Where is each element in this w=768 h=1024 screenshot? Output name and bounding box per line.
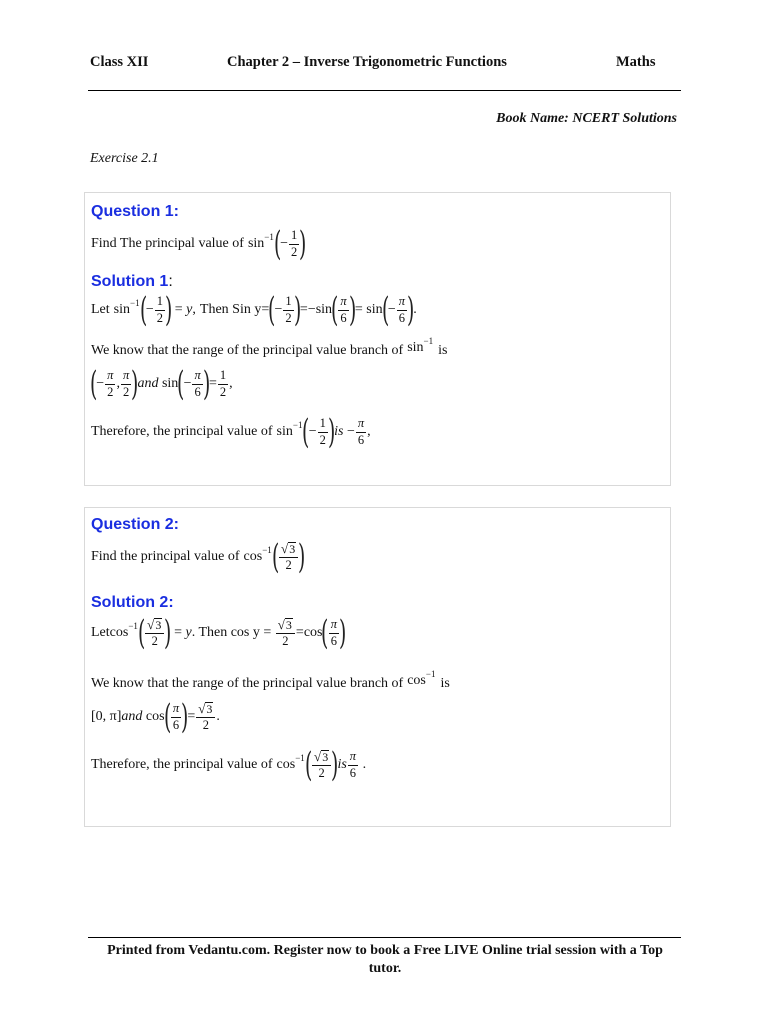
question-1-prompt-line — [91, 224, 307, 264]
math-cos-pi-6: cos ( $\frac{\pi}{6}$ ) = √ 3 2 . — [142, 697, 220, 737]
solution-2-range-math: [0, π] and cos ( $\frac{\pi}{6}$ ) = √ 3 2 . — [91, 697, 220, 737]
solution-1-conclusion — [91, 412, 371, 452]
solution-2-line-1: Let cos −1 ( √ 3 2 ) = y . Then cos y = √ 3 2 =cos ( $\frac{\pi}{6}$ ) — [91, 613, 347, 653]
solution-1-line-1 — [91, 290, 417, 330]
range-text: We know that the range of the principal value branch of — [91, 343, 404, 358]
header-chapter: Chapter 2 – Inverse Trigonometric Functions — [227, 54, 507, 70]
let-word: Let — [91, 302, 110, 317]
question-2-prompt-line — [91, 537, 306, 577]
then-text: Then Sin y= — [199, 302, 270, 317]
solution-1-title: Solution 1: — [91, 273, 173, 290]
footer-text: Printed from Vedantu.com. Register now to book a Free LIVE Online trial session with a Top tutor. — [107, 943, 663, 976]
book-name: Book Name: NCERT Solutions — [496, 111, 677, 126]
math-then-cos: √ 3 2 =cos ( $\frac{\pi}{6}$ ) — [277, 613, 347, 653]
question-2-prompt: Find the principal value of — [91, 549, 240, 564]
solution-2-range-line: We know that the range of the principal value branch of cos −1 is — [91, 669, 450, 691]
math-answer-2: cos −1 ( √ 3 2 ) is $\frac{\pi}{6}$ . — [276, 745, 367, 785]
therefore-text: Therefore, the principal value of — [91, 424, 273, 439]
math-answer-1: sin −1 ( − $\frac{1}{2}$ ) is − $\frac{\pi}{6}$ , — [276, 412, 371, 452]
math-let-sin: sin −1 ( − $\frac{1}{2}$ ) = y , — [113, 290, 196, 330]
question-2-box — [84, 507, 671, 827]
question-1-prompt: Find The principal value of — [91, 236, 244, 251]
solution-1-range-line: We know that the range of the principal value branch of sin −1 is — [91, 336, 448, 358]
math-range-interval: ( − $\frac{\pi}{2}$ , $\frac{\pi}{2}$ ) — [89, 364, 139, 404]
math-sin-neg-pi-6: sin ( − $\frac{\pi}{6}$ ) = $\frac{1}{2}$ , — [158, 364, 233, 404]
solution-2-title: Solution 2: — [91, 594, 174, 611]
header-class: Class XII — [90, 54, 149, 70]
question-2-title: Question 2: — [91, 516, 180, 533]
math-sin-inv-neg-half: sin −1 ( − $\frac{1}{2}$ ) — [247, 224, 307, 264]
math-cos-inv-sqrt3-2: cos −1 ( √ 3 2 ) — [243, 537, 306, 577]
math-then-sin: ( − $\frac{1}{2}$ ) =−sin ( $\frac{\pi}{6}$ ) = sin ( − $\frac{\pi}{6}$ ) . — [268, 290, 417, 330]
exercise-title: Exercise 2.1 — [90, 151, 159, 166]
footer-rule — [88, 937, 681, 938]
question-1-title: Question 1: — [91, 203, 180, 220]
header-subject: Maths — [616, 54, 656, 70]
header-rule — [88, 90, 681, 91]
question-1-box — [84, 192, 671, 486]
math-range-interval-2: [0, π] — [91, 709, 122, 724]
math-let-cos: cos −1 ( √ 3 2 ) = y — [109, 613, 192, 653]
solution-1-range-math: ( − $\frac{\pi}{2}$ , $\frac{\pi}{2}$ ) and sin ( − $\frac{\pi}{6}$ ) = $\frac{1}{2}$ , — [89, 364, 233, 404]
solution-2-conclusion: Therefore, the principal value of cos −1 ( √ 3 2 ) is $\frac{\pi}{6}$ . — [91, 745, 367, 785]
